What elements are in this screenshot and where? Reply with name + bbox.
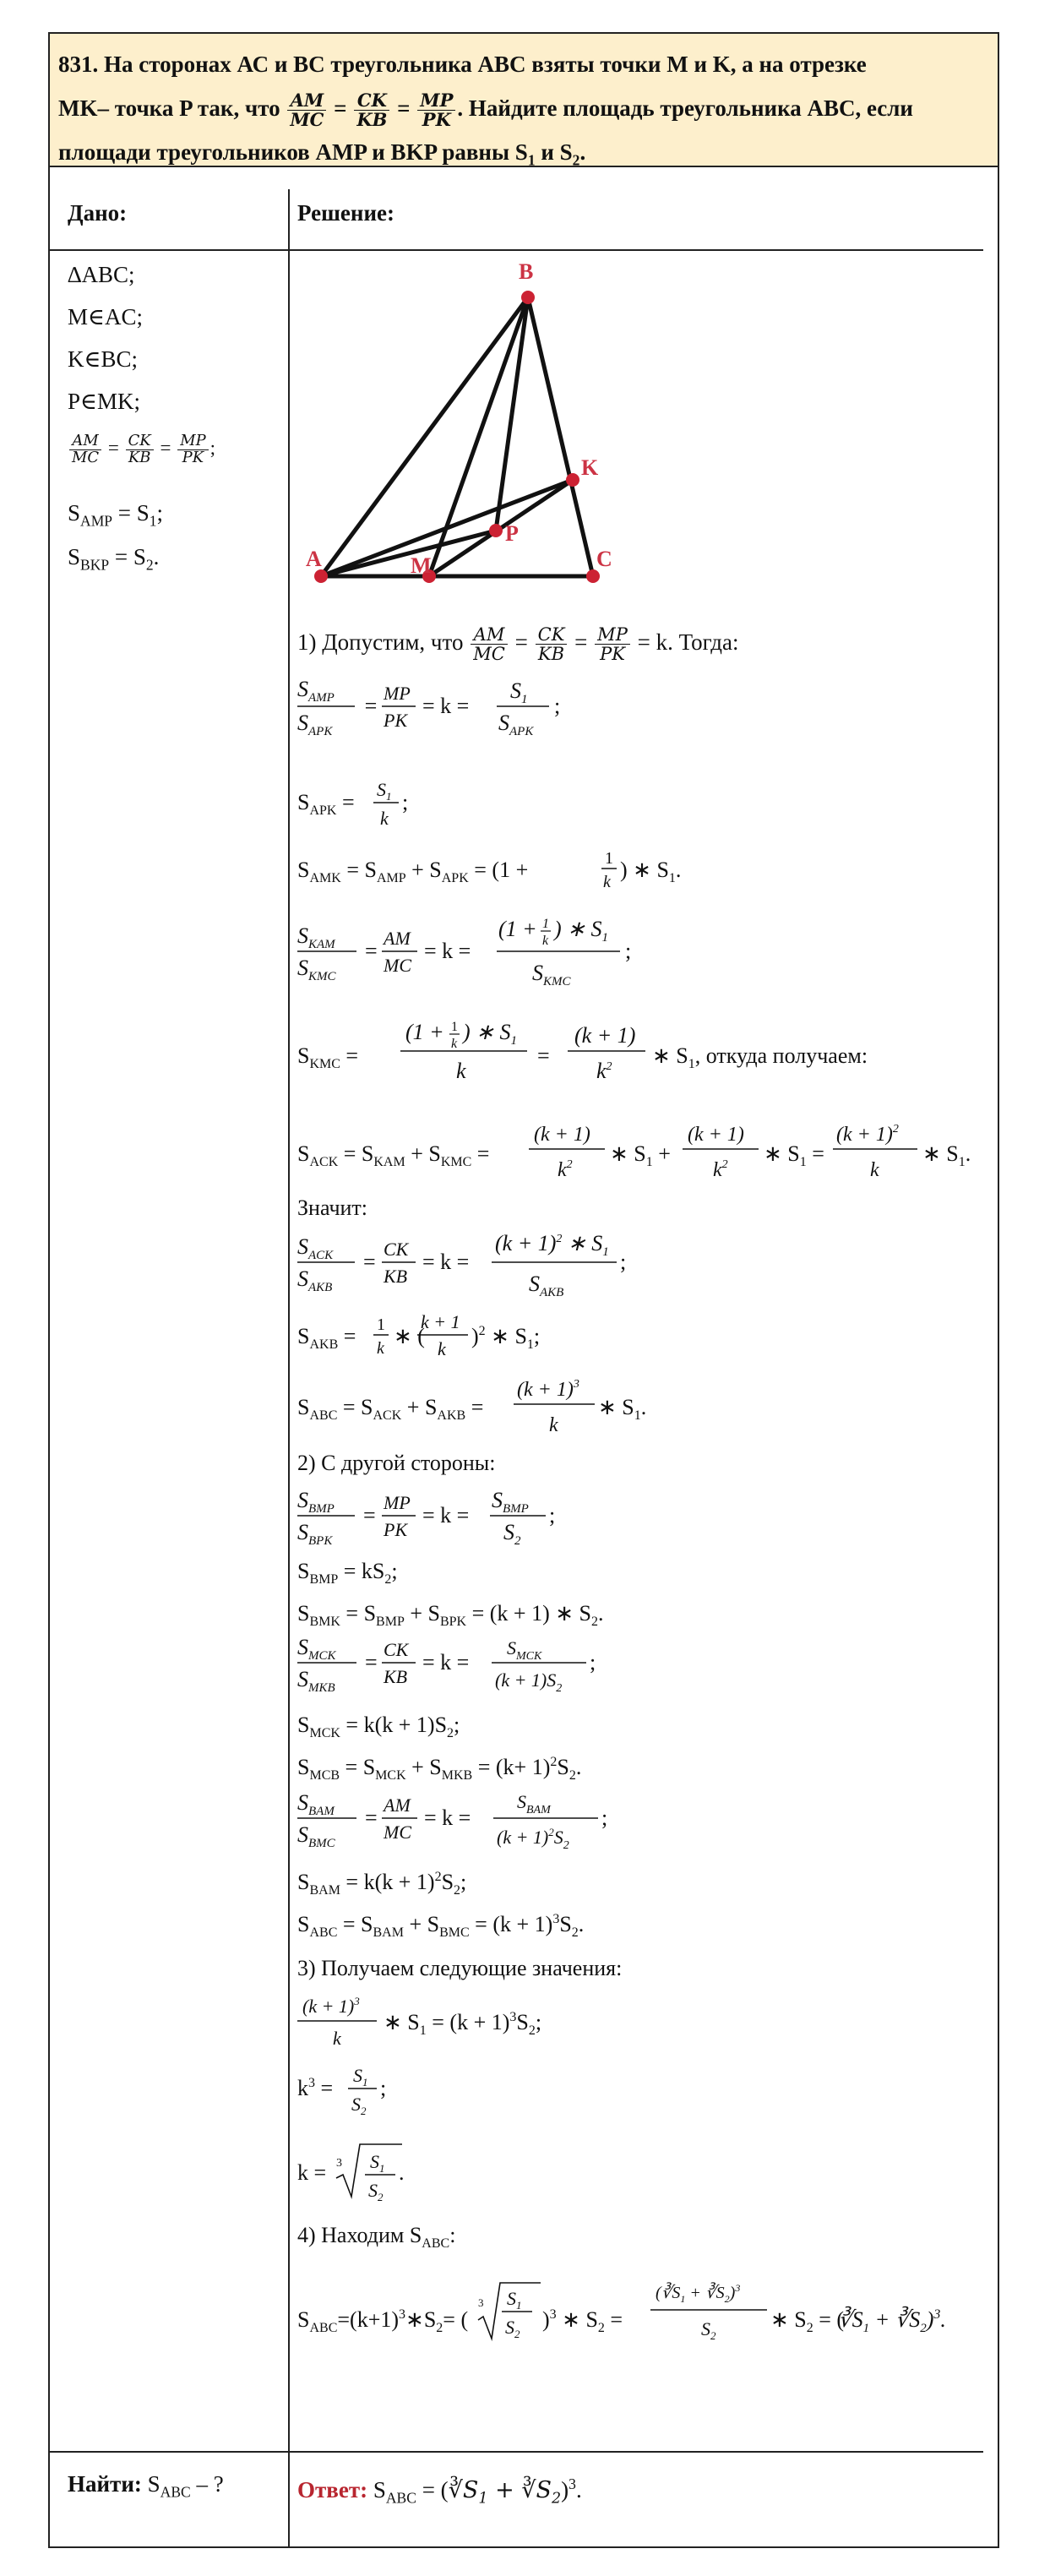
svg-text:SMKB: $S_{MKB}$ <box>297 1667 335 1695</box>
svg-text:S2: $S_2$ <box>505 2317 520 2340</box>
svg-text:k: k <box>451 1037 458 1051</box>
svg-text:k: k <box>438 1338 446 1359</box>
svg-text:;: ; <box>554 694 561 718</box>
table-column-divider <box>288 189 290 2548</box>
svg-text:(k + 1)2: $(k + 1)^2$ <box>836 1123 899 1146</box>
svg-text:SKMC =: $S_{KMC}$ = <box>297 1043 359 1071</box>
svg-text:SMCK: $S_{MCK}$ <box>507 1637 542 1663</box>
svg-text:k: k <box>870 1159 879 1181</box>
svg-text:S1: $S_1$ <box>510 678 528 706</box>
side-bc <box>528 297 593 576</box>
svg-text:;: ; <box>601 1805 608 1830</box>
svg-text:SMCK: $S_{MCK}$ <box>297 1635 336 1663</box>
table-right-border <box>998 167 999 2548</box>
given-ratio: $\frac{AM}{MC}$ = $\frac{CK}{KB}$ = $\frac{MP}{PK}$ ; <box>68 433 215 466</box>
step4-label: 4) Находим $S_{ABC}$: <box>297 2223 456 2251</box>
svg-text:=: = <box>537 1043 550 1068</box>
step1-assume: 1) Допустим, что $\frac{AM}{MC}$ = $\frac{CK}{KB}$ = $\frac{MP}{PK}$ = k. Тогда: <box>297 624 739 665</box>
svg-text:CK: CK <box>384 1239 409 1260</box>
svg-text:SAKB: $S_{AKB}$ <box>297 1266 333 1294</box>
svg-text:(1 +: (1 + <box>498 917 537 941</box>
svg-text:1: 1 <box>377 1315 385 1334</box>
svg-text:;: ; <box>380 2076 387 2100</box>
svg-text:S2: $S_2$ <box>368 2180 384 2203</box>
svg-text:3: 3 <box>336 2157 342 2170</box>
svg-text:PK: PK <box>384 710 408 731</box>
formula-22 <box>297 2282 946 2342</box>
formula-7 <box>297 1231 626 1299</box>
svg-text:SAKB: $S_{AKB}$ <box>529 1272 564 1299</box>
svg-text:;: ; <box>549 1503 556 1528</box>
svg-text:SBPK: $S_{BPK}$ <box>297 1520 333 1548</box>
task-line-3: площади треугольников AMP и BKP равны $S_1$ и $S_2$. <box>58 139 586 169</box>
svg-text:SBMP: $S_{BMP}$ <box>492 1488 529 1516</box>
svg-text:) ∗ S1.: ) ∗ $S_1$. <box>620 858 682 885</box>
svg-text:S1: $S_1$ <box>507 2288 522 2312</box>
given-line-3: K∈BC; <box>68 346 139 372</box>
header-solution: Решение: <box>297 200 394 226</box>
header-given: Дано: <box>68 200 128 226</box>
svg-text:MP: MP <box>384 683 411 704</box>
formula-6 <box>297 1123 971 1181</box>
svg-text:PK: PK <box>384 1519 408 1540</box>
point-p <box>489 524 503 537</box>
svg-text:k: k <box>603 873 611 891</box>
svg-text:SKMC: $S_{KMC}$ <box>532 961 571 988</box>
svg-text:S2: $S_2$ <box>701 2318 716 2342</box>
svg-text:KB: KB <box>384 1266 408 1287</box>
svg-text:SBAM: $S_{BAM}$ <box>297 1790 335 1818</box>
formula-5 <box>297 1020 868 1083</box>
svg-text:S2: $S_2$ <box>351 2094 367 2117</box>
label-p: P <box>505 521 519 546</box>
svg-text:SAPK: $S_{APK}$ <box>297 711 333 738</box>
svg-text:k: k <box>333 2028 341 2049</box>
svg-text:= k =: = k = <box>422 1250 470 1274</box>
task-line-1: 831. На сторонах АС и ВС треугольника АВС взяты точки M и K, а на отрезке <box>58 52 867 77</box>
formula-18: $S_{ABC} = S_{BAM} + S_{BMC} = (k + 1)^3S_2$. <box>297 1912 585 1940</box>
svg-text:∗ S1 =: ∗ $S_1$ = <box>764 1141 824 1169</box>
svg-text:SABC = SACK + SAKB =: $S_{ABC} = S_{ACK} + S_{AKB}$ = <box>297 1395 484 1423</box>
step3-label: 3) Получаем следующие значения: <box>297 1956 623 1980</box>
formula-1 <box>297 677 560 738</box>
formula-16 <box>297 1790 607 1852</box>
svg-text:= k =: = k = <box>424 1805 471 1830</box>
formula-17: $S_{BAM} = k(k + 1)^2S_2$; <box>297 1870 467 1898</box>
svg-text:= k =: = k = <box>422 1650 470 1675</box>
svg-text:;: ; <box>590 1650 596 1675</box>
svg-text:)3 ∗ S2 =: )$^3$ ∗ $S_2$ = <box>542 2307 623 2335</box>
svg-text:= k =: = k = <box>422 694 470 718</box>
svg-text:SAPK =: $S_{APK}$ = <box>297 790 355 818</box>
svg-text:SAPK: $S_{APK}$ <box>498 711 534 738</box>
formula-3 <box>297 849 681 891</box>
svg-text:(k + 1): (k + 1) <box>534 1124 590 1146</box>
svg-text:k =: k = <box>297 2160 327 2185</box>
triangle-lines <box>321 297 593 576</box>
svg-text:(k + 1): (k + 1) <box>688 1124 744 1146</box>
svg-text:) ∗ S1: ) ∗ $S_1$ <box>554 917 608 945</box>
svg-text:∗ S1 +: ∗ $S_1$ + <box>610 1141 671 1169</box>
svg-text:(k + 1)S2: $(k + 1)S_2$ <box>495 1669 563 1695</box>
svg-text:SKMC: $S_{KMC}$ <box>297 956 336 983</box>
svg-text:MC: MC <box>384 1822 411 1843</box>
label-b: B <box>519 259 534 284</box>
triangle-diagram <box>296 253 650 591</box>
answer-cell: Ответ: $S_{ABC}$ = ($∛S_1$ + $∛S_2)^3$. <box>297 2475 582 2508</box>
label-a: A <box>306 547 322 571</box>
svg-text:k2: $k^2$ <box>596 1059 612 1083</box>
given-line-2: M∈AC; <box>68 304 144 329</box>
svg-text:(k + 1): (k + 1) <box>574 1023 636 1048</box>
svg-text:k: k <box>549 1414 558 1436</box>
svg-text:∗ S1.: ∗ $S_1$. <box>922 1141 971 1169</box>
label-k: K <box>581 455 599 480</box>
formula-8 <box>297 1311 540 1359</box>
formula-19 <box>297 1995 541 2049</box>
table-left-border <box>48 167 50 2548</box>
formula-11: $S_{BMP} = kS_2$; <box>297 1559 398 1587</box>
given-line-1: ∆ABC; <box>68 262 135 287</box>
svg-text:)2 ∗ S1;: )$^2$ ∗ $S_1$; <box>471 1324 541 1352</box>
answer-label: Ответ: <box>297 2477 368 2502</box>
formula-15: $S_{MCB} = S_{MCK} + S_{MKB} = (k+ 1)^2S_2$. <box>297 1755 582 1783</box>
svg-text:;: ; <box>625 939 632 963</box>
svg-text:KB: KB <box>384 1666 408 1687</box>
svg-text:3: 3 <box>478 2296 484 2309</box>
solution-formulas <box>296 676 997 2459</box>
formula-21 <box>297 2144 405 2203</box>
task-statement <box>48 32 999 167</box>
find-cell: Найти: $S_{ABC}$ – ? <box>68 2471 224 2501</box>
svg-text:(k + 1)3: $(k + 1)^3$ <box>302 1995 360 2017</box>
task-fraction-mp-pk: $\frac{MP}{PK}$ <box>417 91 455 129</box>
formula-20 <box>297 2065 386 2117</box>
svg-text:k: k <box>542 934 549 948</box>
svg-text:.: . <box>399 2160 405 2185</box>
task-fraction-ck-kb: $\frac{CK}{KB}$ <box>354 91 389 129</box>
svg-text:=: = <box>363 694 378 718</box>
svg-text:SABC=(k+1)3∗S2= (: $S_{ABC}=(k+1)^3∗S_2=$ ( <box>297 2307 469 2335</box>
svg-text:∗ S2 = (: ∗ $S_2$ = ( <box>770 2307 845 2335</box>
svg-text:k: k <box>377 1339 384 1358</box>
formula-4 <box>297 917 631 988</box>
svg-text:SBMC: $S_{BMC}$ <box>297 1822 335 1850</box>
header-row-divider <box>48 249 983 251</box>
svg-text:SACK = SKAM + SKMC =: $S_{ACK} = S_{KAM} + S_{KMC}$ = <box>297 1141 490 1169</box>
svg-text:= k =: = k = <box>422 1503 470 1528</box>
task-line-2: MK– точка P так, что $\frac{AM}{MC}$ = $\frac{CK}{KB}$ = $\frac{MP}{PK}$ . Найдите площадь треугольника АВС, если <box>58 90 913 131</box>
svg-text:AM: AM <box>384 928 411 949</box>
svg-text:=: = <box>365 939 378 963</box>
svg-text:=: = <box>363 1250 376 1274</box>
point-k <box>566 473 579 487</box>
svg-text:=: = <box>365 1650 378 1675</box>
svg-text:) ∗ S1: ) ∗ $S_1$ <box>463 1020 517 1048</box>
svg-text:SAMK = SAMP + SAPK = (1 +: $S_{AMK} = S_{AMP} + S_{APK} = (1$ + <box>297 858 529 885</box>
svg-text:S1: $S_1$ <box>377 779 392 803</box>
formula-12: $S_{BMK} = S_{BMP} + S_{BPK} = (k + 1)$ ∗ $S_2$. <box>297 1601 604 1629</box>
point-b <box>521 291 535 304</box>
svg-text:SKAM: $S_{KAM}$ <box>297 923 335 951</box>
svg-text:(1 +: (1 + <box>405 1020 444 1044</box>
point-a <box>314 569 328 583</box>
svg-text:SAMP: $S_{AMP}$ <box>297 677 335 705</box>
svg-text:k: k <box>380 808 389 829</box>
svg-text:∗ S1, откуда получаем:: ∗ $S_1$, откуда получаем: <box>652 1043 868 1071</box>
svg-text:(k + 1)2S2: $(k + 1)^2S_2$ <box>497 1826 569 1852</box>
svg-text:1: 1 <box>542 917 549 931</box>
given-s-amp: $S_{AMP} = S_1$; <box>68 500 164 530</box>
svg-text:=: = <box>365 1805 378 1830</box>
svg-text:AM: AM <box>384 1794 411 1816</box>
svg-text:(k + 1)2 ∗ S1: $(k + 1)^2$ ∗ $S_1$ <box>495 1231 609 1259</box>
svg-text:SACK: $S_{ACK}$ <box>297 1234 334 1262</box>
formula-2 <box>297 779 408 829</box>
label-c: C <box>596 547 612 571</box>
svg-text:S1: $S_1$ <box>353 2065 368 2089</box>
formula-14: $S_{MCK} = k(k + 1)S_2$; <box>297 1713 460 1740</box>
point-c <box>586 569 600 583</box>
svg-text:1: 1 <box>451 1020 458 1034</box>
svg-text:(∛S1 + ∛S2)3: ($∛S_1$ + $∛S_2)^3$ <box>656 2282 741 2305</box>
svg-text:k2: $k^2$ <box>713 1158 728 1181</box>
svg-text:∗ (: ∗ ( <box>394 1324 425 1348</box>
svg-text:SBAM: $S_{BAM}$ <box>517 1791 551 1816</box>
formula-13 <box>297 1635 596 1695</box>
svg-text:MC: MC <box>384 955 411 976</box>
svg-text:∗ S1.: ∗ $S_1$. <box>598 1395 647 1423</box>
svg-text:=: = <box>363 1503 376 1528</box>
svg-text:∛S1 + ∛S2)3.: $∛S_1$ + $∛S_2)^3$. <box>838 2307 946 2335</box>
svg-text:S1: $S_1$ <box>370 2151 385 2175</box>
given-s-bkp: $S_{BKP} = S_2$. <box>68 544 160 574</box>
svg-text:S2: $S_2$ <box>503 1520 521 1548</box>
therefore-label: Значит: <box>297 1195 368 1220</box>
step2-label: 2) С другой стороны: <box>297 1451 496 1475</box>
formula-10 <box>297 1488 555 1548</box>
formula-9 <box>297 1378 646 1436</box>
task-fraction-am-mc: $\frac{AM}{MC}$ <box>287 91 326 129</box>
svg-text:SAKB =: $S_{AKB}$ = <box>297 1324 356 1352</box>
svg-text:= k =: = k = <box>424 939 471 963</box>
table-bottom-border <box>48 2546 999 2548</box>
svg-text:k + 1: k + 1 <box>421 1311 460 1332</box>
svg-text:k: k <box>456 1059 466 1083</box>
svg-text:MP: MP <box>384 1492 411 1513</box>
svg-text:;: ; <box>402 790 409 814</box>
svg-text:∗ S1 = (k + 1)3S2;: ∗ $S_1 = (k + 1)^3S_2$; <box>384 2010 542 2038</box>
svg-text:k3 =: $k^3$ = <box>297 2076 334 2100</box>
label-m: M <box>411 553 432 578</box>
svg-text:1: 1 <box>605 849 613 868</box>
svg-text:k2: $k^2$ <box>558 1158 573 1181</box>
svg-text:;: ; <box>620 1250 627 1274</box>
svg-text:SBMP: $S_{BMP}$ <box>297 1488 335 1516</box>
svg-text:CK: CK <box>384 1639 409 1660</box>
svg-text:(k + 1)3: $(k + 1)^3$ <box>517 1378 579 1401</box>
given-line-4: P∈MK; <box>68 389 141 414</box>
